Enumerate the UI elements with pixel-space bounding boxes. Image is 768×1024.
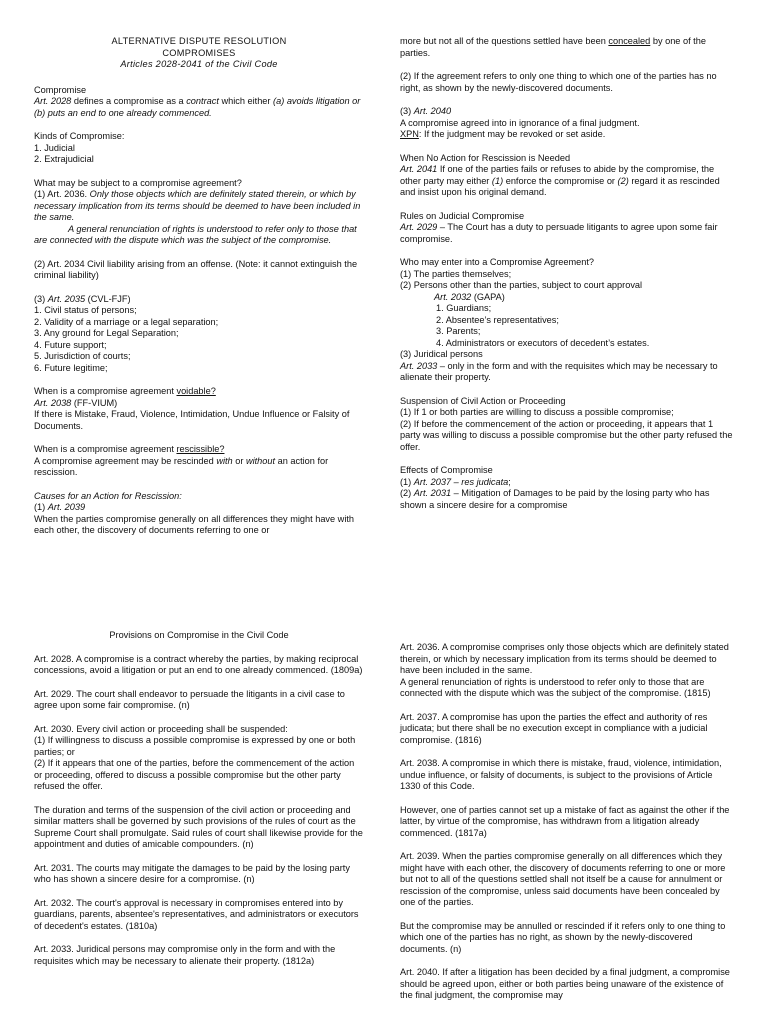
article-ref: Art. 2038 (34, 397, 72, 408)
top-left-column (34, 36, 364, 549)
text: When the parties compromise generally on all differences they might have with each other, the discovery of documents referring to one or (34, 513, 355, 535)
article-2040: Art. 2040. If after a litigation has been decided by a final judgment, a compromise should be agreed upon, either or both parties being unaware of the existence of the final judgment, the compromise may (400, 967, 730, 1000)
text: Art. 2030. Every civil action or proceeding shall be suspended: (34, 723, 288, 734)
article-ref: Art. 2033 (400, 360, 438, 371)
text: (1) (400, 476, 414, 487)
text: If one of the parties fails or refuses to abide by the compromise, the other party may either (400, 164, 715, 186)
article-2039-cont: But the compromise may be annulled or rescinded if it refers only to one thing to which one of the parties has no right, as shown by the newly-discovered documents. (n) (400, 920, 726, 954)
header-line-1: ALTERNATIVE DISPUTE RESOLUTION (111, 36, 287, 46)
effects-section (400, 465, 734, 511)
text: If there is Mistake, Fraud, Violence, Intimidation, Undue Influence or Falsity of Documents. (34, 409, 350, 431)
article-ref: Art. 2028 (34, 96, 72, 106)
text: (2) (400, 488, 414, 498)
list-item: (3) Juridical persons (400, 349, 483, 359)
header-line-2: COMPROMISES (162, 47, 236, 58)
article-2030-cont: The duration and terms of the suspension of the civil action or proceeding and similar matters shall be governed by such provisions of the rules of court as the Supreme Court shall promulgate. Said rules of court shall likewise provide for the appointment and duties of amicable compounders. (n) (34, 804, 363, 849)
list-item: 1. Civil status of persons; (34, 305, 137, 315)
article-ref: Art. 2041 (400, 164, 438, 174)
article-2032: Art. 2032. The court's approval is necessary in compromises entered into by guardians, parents, absentee's representatives, and administrators or executors of decedent's estates. (1810a) (34, 897, 359, 931)
list-item: 3. Parents; (436, 326, 481, 336)
text: rescissible? (176, 444, 225, 454)
list-item (400, 477, 734, 489)
text: (2) (617, 175, 629, 186)
text: with (216, 455, 233, 466)
list-item: (2) Persons other than the parties, subject to court approval (400, 280, 643, 290)
list-item: 5. Jurisdiction of courts; (34, 351, 131, 361)
article-ref: Art. 2029 (400, 222, 438, 232)
list-item: 4. Future support; (34, 339, 107, 350)
text: : If the judgment may be revoked or set aside. (418, 129, 606, 139)
gapa-ref (400, 292, 734, 304)
subject-item-2: (2) Art. 2034 Civil liability arising from an offense. (Note: it cannot extinguish the criminal liability) (34, 258, 358, 280)
list-item: (1) If 1 or both parties are willing to discuss a possible compromise; (400, 407, 674, 417)
section-heading: When No Action for Rescission is Needed (400, 152, 571, 163)
text: defines a compromise as a (71, 96, 187, 106)
article-2031: Art. 2031. The courts may mitigate the damages to be paid by the losing party who has shown a sincere desire for a compromise. (n) (34, 862, 350, 884)
section-heading: What may be subject to a compromise agreement? (34, 177, 242, 188)
text: Art. 2036. A compromise comprises only those objects which are definitely stated therein, or which by necessary implication from its terms should be deemed to have been included in the same. (400, 642, 729, 675)
document-header (34, 36, 364, 71)
text: Only those objects which are definitely stated therein, or which by necessary implication from its terms should be deemed to have been included in the same. (34, 189, 361, 222)
text: (CVL-FJF) (85, 293, 131, 304)
cause-1-continued (400, 36, 734, 59)
provisions-title: Provisions on Compromise in the Civil Code (109, 630, 289, 640)
text: – The Court has a duty to persuade litigants to agree upon some fair compromise. (400, 222, 718, 244)
text: by one of the parties. (400, 36, 706, 58)
text: (GAPA) (471, 291, 505, 302)
text: XPN (400, 129, 419, 139)
text: (a) avoids litigation or (b) puts an end to one already commenced. (34, 96, 361, 118)
text: When is a compromise agreement (34, 444, 177, 454)
text: voidable? (176, 386, 216, 396)
text: or (232, 455, 246, 466)
list-item: 4. Administrators or executors of decedent’s estates. (436, 337, 650, 348)
voidable-section (34, 386, 364, 432)
cause-3 (400, 106, 734, 141)
list-item: 6. Future legitime; (34, 362, 108, 373)
text: (3) (400, 106, 414, 116)
section-heading: Suspension of Civil Action or Proceeding (400, 395, 566, 406)
section-heading: Rules on Judicial Compromise (400, 210, 525, 221)
list-item: 1. Judicial (34, 142, 75, 153)
article-ref: Art. 2039 (47, 502, 86, 512)
text: concealed (608, 36, 651, 46)
suspension-section (400, 396, 734, 454)
article-ref: Art. 2032 (434, 291, 472, 302)
text: – Mitigation of Damages to be paid by the losing party who has shown a sincere desire for a compromise (400, 488, 710, 510)
top-right-column (400, 36, 734, 523)
text: (2) If it appears that one of the parties, before the commencement of the action or proceeding, offered to discuss a possible compromise but the other party refused the offer. (34, 758, 355, 791)
article-2030 (34, 724, 364, 793)
bottom-right-column (400, 642, 734, 1014)
text: (1) If willingness to discuss a possible compromise is expressed by one or both parties; or (34, 735, 356, 757)
text: contract (186, 96, 219, 106)
section-heading: Causes for an Action for Rescission: (34, 490, 182, 501)
text: an action for rescission. (34, 455, 329, 477)
text: A compromise agreement may be rescinded (34, 455, 217, 466)
list-item: 3. Any ground for Legal Separation; (34, 328, 179, 338)
list-item: 1. Guardians; (436, 303, 492, 313)
header-line-3: Articles 2028-2041 of the Civil Code (120, 59, 278, 69)
text: without (245, 455, 276, 466)
text: A compromise agreed into in ignorance of a final judgment. (400, 117, 640, 128)
section-heading: Who may enter into a Compromise Agreement? (400, 257, 595, 267)
article-2038: Art. 2038. A compromise in which there is mistake, fraud, violence, intimidation, undue influence, or falsity of documents, is subject to the provisions of Article 1330 of this Code. (400, 758, 722, 791)
text: Art. 2037 – res judicata (413, 476, 509, 487)
text: (1) (34, 502, 48, 512)
article-ref: Art. 2035 (47, 293, 86, 304)
article-ref: Art. 2040 (413, 106, 452, 116)
text: – only in the form and with the requisites which may be necessary to alienate their property. (400, 360, 718, 382)
article-2029: Art. 2029. The court shall endeavor to persuade the litigants in a civil case to agree upon some fair compromise. (n) (34, 688, 345, 710)
text: (1) (491, 175, 504, 186)
article-2037: Art. 2037. A compromise has upon the parties the effect and authority of res judicata; but there shall be no execution except in compliance with a judicial compromise. (1816) (400, 711, 708, 745)
article-2036 (400, 642, 734, 700)
text: (3) (34, 293, 48, 304)
who-may-enter-section (400, 257, 734, 384)
section-heading: Kinds of Compromise: (34, 131, 125, 141)
causes-section (34, 491, 364, 537)
list-item: (1) The parties themselves; (400, 268, 512, 279)
text: ; (508, 476, 511, 487)
list-item: 2. Validity of a marriage or a legal separation; (34, 316, 219, 327)
text: (FF-VIUM) (71, 397, 118, 408)
rules-section (400, 211, 734, 246)
section-heading: Compromise (34, 84, 87, 95)
rescissible-section (34, 444, 364, 479)
bottom-left-column (34, 630, 364, 979)
cvl-fjf-list (34, 294, 364, 375)
text: more but not all of the questions settled have been (400, 36, 609, 46)
article-2028: Art. 2028. A compromise is a contract whereby the parties, by making reciprocal concessions, avoid a litigation or put an end to one already commenced. (1809a) (34, 653, 363, 675)
compromise-definition (34, 85, 364, 120)
subject-of-compromise (34, 178, 364, 247)
list-item: 2. Extrajudicial (34, 154, 94, 164)
article-2038-cont: However, one of parties cannot set up a mistake of fact as against the other if the latter, by virtue of the compromise, has withdrawn from a litigation already commenced. (1817a) (400, 804, 730, 838)
article-ref: Art. 2031 (413, 488, 452, 498)
text: A general renunciation of rights is understood to refer only to those that are connected with the dispute which was the subject of the compromise. (34, 223, 357, 245)
list-item: 2. Absentee’s representatives; (436, 314, 559, 325)
text: (1) Art. 2036. (34, 189, 90, 199)
no-action-section (400, 153, 734, 199)
cause-2: (2) If the agreement refers to only one thing to which one of the parties has no right, as shown by the newly-discovered documents. (400, 71, 717, 93)
text: regard it as rescinded and insist upon his original demand. (400, 175, 720, 197)
list-item: (2) If before the commencement of the action or proceeding, it appears that 1 party was willing to discuss a possible compromise but the other party refused the offer. (400, 418, 733, 452)
text: enforce the compromise or (503, 175, 618, 186)
article-2033: Art. 2033. Juridical persons may compromise only in the form and with the requisites which may be necessary to alienate their property. (1812a) (34, 944, 336, 966)
article-2039: Art. 2039. When the parties compromise generally on all differences which they might have with each other, the discovery of documents referring to one or more but not to all of the questions settled shall not itself be a cause for annulment or rescission of the compromise, unless said documents have been concealed by one of the parties. (400, 851, 726, 907)
text: which either (218, 96, 274, 106)
section-heading: Effects of Compromise (400, 465, 493, 475)
text: When is a compromise agreement (34, 386, 177, 396)
kinds-of-compromise (34, 131, 364, 166)
text: A general renunciation of rights is understood to refer only to those that are connected with the dispute which was the subject of the compromise. (1815) (400, 676, 711, 698)
